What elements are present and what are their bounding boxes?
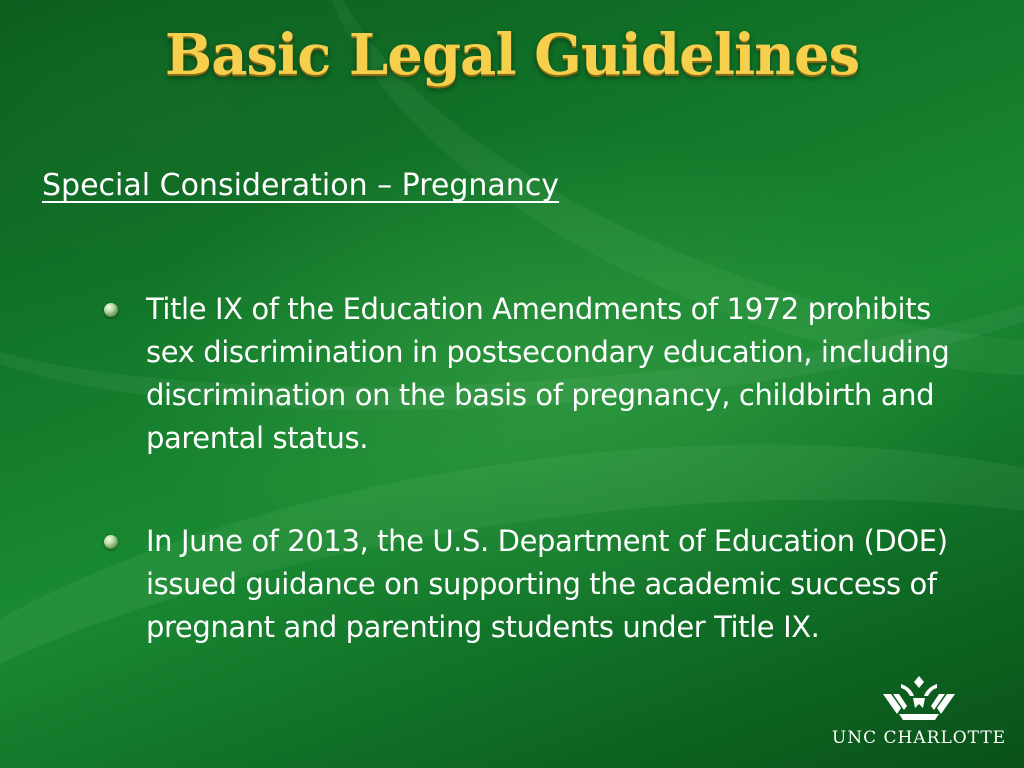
bullet-item: [104, 520, 984, 649]
sphere-bullet-icon: [104, 535, 118, 549]
logo-text: UNC CHARLOTTE: [831, 728, 1007, 748]
unc-charlotte-logo: [824, 674, 1014, 754]
bullet-list: [104, 288, 984, 649]
bullet-text: In June of 2013, the U.S. Department of Education (DOE) issued guidance on supporting the academic success of pregnant and parenting students under Title IX.: [146, 524, 948, 644]
crown-logo-icon: [877, 674, 961, 724]
bullet-text: Title IX of the Education Amendments of 1972 prohibits sex discrimination in postsecondary education, including discrimination on the basis of pregnancy, childbirth and parental status.: [146, 292, 950, 455]
bullet-item: [104, 288, 984, 460]
sphere-bullet-icon: [104, 303, 118, 317]
slide-subtitle: Special Consideration – Pregnancy: [42, 168, 560, 203]
slide-title: Basic Legal Guidelines: [164, 22, 860, 88]
